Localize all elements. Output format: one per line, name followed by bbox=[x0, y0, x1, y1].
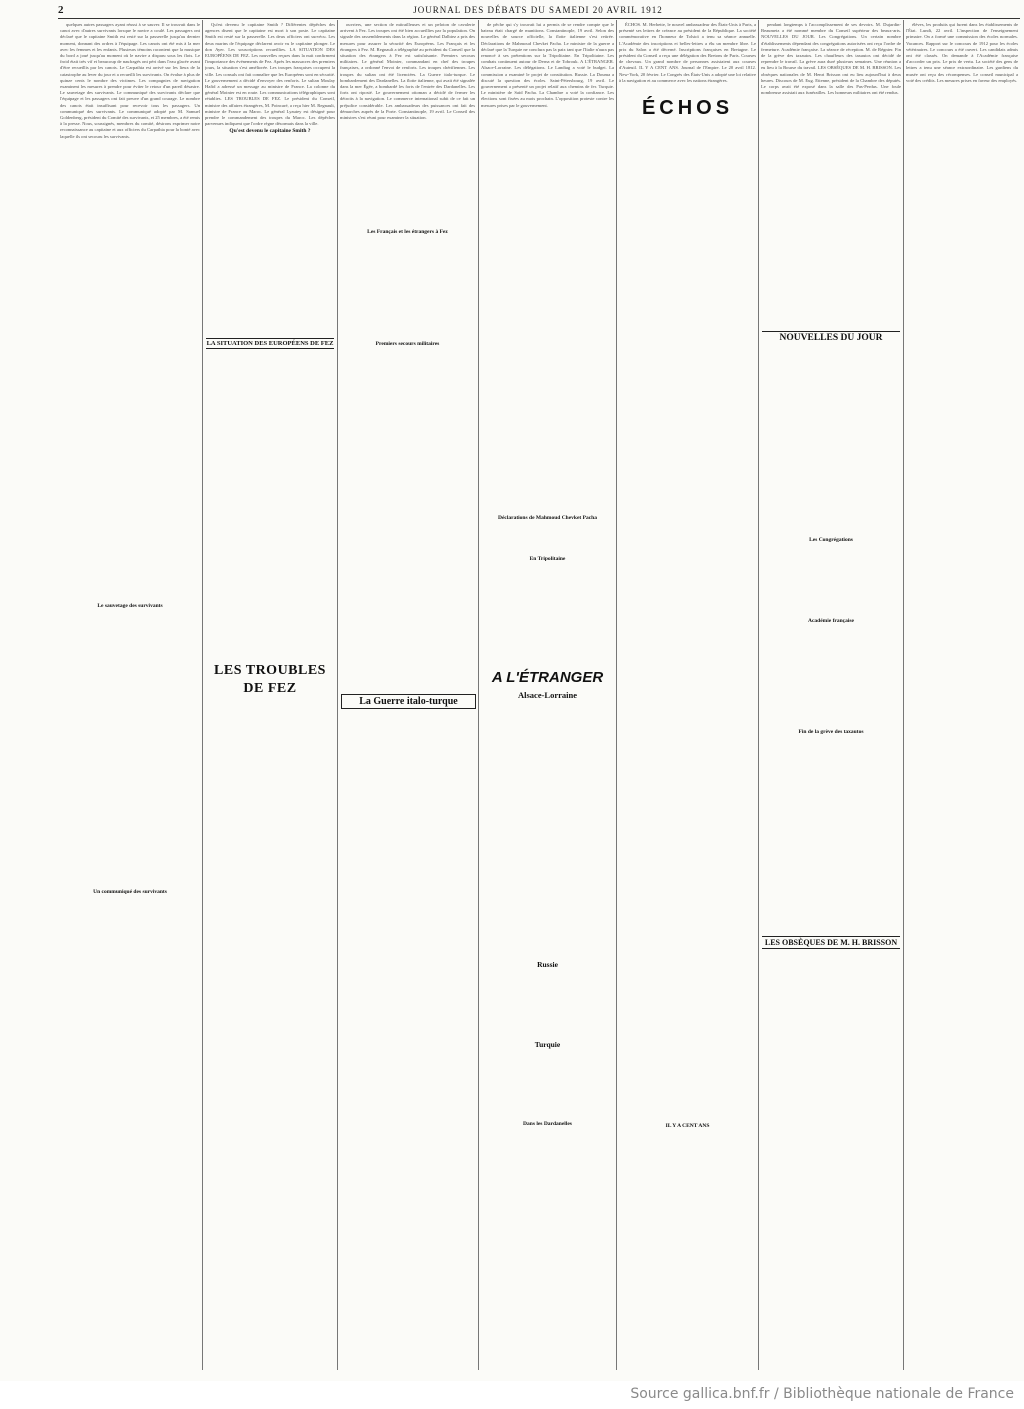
column-divider bbox=[337, 20, 338, 1370]
heading-situation-europeens: LA SITUATION DES EUROPÉENS DE FEZ bbox=[206, 340, 334, 347]
subheading: Les Congrégations bbox=[762, 536, 900, 544]
column-text: élèves, les produits qui furent dans les établissements de l'État. Lundi, 22 avril. L'inspection de l'enseignement primaire. On a formé une commission des écoles normales. Vacances. Rapport sur le concours de 1912 pour les écoles vétérinaires. Le concours a été ouvert. Les candidats admis ont été classés. On demande à l'Académie française d'accorder un prix. Le prix de vertu. La société des gens de lettres a tenu une séance extraordinaire. Les gardiens du musée ont reçu des récompenses. Le conseil municipal a voté des crédits. Les mesures prises en faveur des employés. bbox=[906, 22, 1018, 83]
column-text: Qu'est devenu le capitaine Smith ? Différentes dépêches des agences disent que le capitaine est mort à son poste. Le capitaine Smith est resté sur la passerelle. Les deux officiers ont survécu. Les deux marins de l'équipage déclarent avoir vu le capitaine plonger. Le don Ayer. Les souscriptions recueillies. LA SITUATION DES EUROPÉENS DE FEZ. Les nouvelles reçues dans la nuit confirment l'importance des événements de Fez. Après les massacres des premiers jours, la situation s'est améliorée. Les troupes françaises occupent la ville. Les consuls ont fait connaître que les Européens sont en sécurité. Le gouvernement a décidé d'envoyer des renforts. Le sultan Moulay Hafid a adressé un message au ministre de France. La colonne du général Moinier est en route. Les communications télégraphiques sont rétablies. LES TROUBLES DE FEZ. Le président du Conseil, ministre des affaires étrangères, M. Poincaré, a reçu hier M. Regnault, ministre de France au Maroc. Le général Lyautey est désigné pour prendre le commandement des troupes du Maroc. Les dépêches parvenues indiquent que l'ordre règne désormais dans la ville. bbox=[205, 22, 335, 127]
running-head bbox=[58, 4, 1018, 18]
heading-troubles-de-fez: LES TROUBLES DE FEZ bbox=[206, 662, 334, 698]
column-6 bbox=[761, 22, 901, 1370]
page-number: 2 bbox=[58, 4, 65, 16]
subheading: Académie française bbox=[762, 617, 900, 625]
subheading: Un communiqué des survivants bbox=[60, 888, 200, 896]
column-divider bbox=[616, 20, 617, 1370]
column-text: ouvriers, une section de mitrailleuses et un peloton de cavalerie arrivent à Fez. Les troupes ont été bien accueillies par la population. On signale des rassemblements dans la région. Le général Dalbiez a pris des mesures pour assurer la sécurité des Européens. Les Français et les étrangers à Fez. M. Regnault a télégraphié au président du Conseil que la situation des étrangers à Fez est satisfaisante. Premiers secours militaires. Le général Moinier, commandant en chef des troupes françaises, a ordonné l'envoi de renforts. Les troupes chérifiennes. Les troupes du sultan ont été licenciées. La Guerre italo-turque. Le bombardement des Dardanelles. La flotte italienne, qui avait été signalée dans la mer Égée, a bombardé les forts de l'entrée des Dardanelles. Les forts ont riposté. Le gouvernement ottoman a décidé de fermer les détroits à la navigation. Le commerce international subit de ce fait un préjudice considérable. Les ambassadeurs des puissances ont fait des démarches auprès de la Porte. Constantinople, 19 avril. Le Conseil des ministres s'est réuni pour examiner la situation. bbox=[340, 22, 475, 121]
subheading: Les Français et les étrangers à Fez bbox=[341, 228, 474, 236]
subheading: Qu'est devenu le capitaine Smith ? bbox=[206, 127, 334, 135]
column-text: pendant longtemps à l'accomplissement de ses devoirs. M. Dujardin-Beaumetz a été nommé membre du Conseil supérieur des beaux-arts. NOUVELLES DU JOUR. Les Congrégations. Un certain nombre d'établissements dépendant des congrégations autorisées ont reçu l'ordre de fermeture. Académie française. La séance de réception. M. de Régnier. Fin de la grève des taxautos. Les chauffeurs des taxautos ont décidé de reprendre le travail. La grève aura duré plusieurs semaines. Une réunion a eu lieu à la Bourse du travail. LES OBSÈQUES DE M. H. BRISSON. Les obsèques nationales de M. Henri Brisson ont eu lieu aujourd'hui à deux heures. Discours de M. Eug. Etienne, président de la Chambre des députés. Le corps avait été exposé dans la salle des Pas-Perdus. Une foule nombreuse assistait aux funérailles. Les honneurs militaires ont été rendus. bbox=[761, 22, 901, 96]
heading-nouvelles-du-jour: NOUVELLES DU JOUR bbox=[762, 331, 900, 345]
masthead-title: JOURNAL DES DÉBATS DU SAMEDI 20 AVRIL 1912 bbox=[413, 5, 663, 15]
heading-alsace-lorraine: Alsace-Lorraine bbox=[482, 690, 613, 701]
heading-russie: Russie bbox=[482, 960, 613, 970]
heading-a-l-etranger: A L'ÉTRANGER bbox=[482, 668, 613, 688]
subheading: Fin de la grève des taxautos bbox=[762, 728, 900, 736]
heading-guerre-italo-turque: La Guerre italo-turque bbox=[341, 694, 476, 709]
column-text: ÉCHOS. M. Herbette, le nouvel ambassadeur des États-Unis à Paris, a présenté ses lettres de créance au président de la République. La société commémorative en l'honneur de Tolstoï a tenu sa séance annuelle. L'Académie des inscriptions et belles-lettres a élu un membre libre. Le prix du Salon a été décerné. Inscriptions françaises en Bretagne. Le président du Conseil a reçu une délégation des Bretons de Paris. Courses de chevaux. Un grand nombre de personnes assistaient aux courses d'Auteuil. IL Y A CENT ANS. Journal de l'Empire. Le 20 avril 1812. New-York, 20 février. Le Congrès des États-Unis a adopté une loi relative à la navigation et au commerce avec les nations étrangères. bbox=[619, 22, 756, 83]
header-rule bbox=[58, 18, 1020, 19]
column-divider bbox=[903, 20, 904, 1370]
source-footer bbox=[0, 1381, 1024, 1409]
column-divider bbox=[758, 20, 759, 1370]
heading-echos: ÉCHOS bbox=[620, 96, 755, 120]
column-divider bbox=[478, 20, 479, 1370]
column-text: de pêche qui s'y trouvait lui a permis de se rendre compte que le bateau était chargé de munitions. Constantinople, 19 avril. Selon des nouvelles de source officielle, la flotte italienne s'est retirée. Déclarations de Mahmoud Chevket Pacha. Le ministre de la guerre a déclaré que la Turquie ne conclura pas la paix tant que l'Italie n'aura pas renoncé à ses prétentions sur la Tripolitaine. En Tripolitaine. Les combats continuent autour de Derna et de Tobrouk. A L'ÉTRANGER. Alsace-Lorraine. Les délégations. Le Landtag a voté le budget. La commission a examiné le projet de constitution. Russie. La Douma a discuté la question des écoles. Saint-Pétersbourg, 19 avril. Le gouvernement a présenté un projet relatif aux chemins de fer. Turquie. Le ministère de Saïd Pacha. La Chambre a voté la confiance. Les élections sont fixées au mois prochain. L'opposition proteste contre les mesures prises par le gouvernement. bbox=[481, 22, 614, 108]
subheading: Le sauvetage des survivants bbox=[60, 602, 200, 610]
column-divider bbox=[202, 20, 203, 1370]
heading-obseques-brisson: LES OBSÈQUES DE M. H. BRISSON bbox=[762, 936, 900, 949]
column-5 bbox=[619, 22, 756, 1370]
subheading: Dans les Dardanelles bbox=[482, 1120, 613, 1128]
column-1 bbox=[60, 22, 200, 1370]
subheading: IL Y A CENT ANS bbox=[620, 1122, 755, 1130]
source-attribution: Source gallica.bnf.fr / Bibliothèque nationale de France bbox=[630, 1386, 1014, 1402]
subheading: En Tripolitaine bbox=[482, 555, 613, 563]
subheading: Déclarations de Mahmoud Chevket Pacha bbox=[482, 514, 613, 522]
column-7 bbox=[906, 22, 1018, 1370]
subheading: Premiers secours militaires bbox=[341, 340, 474, 348]
heading-turquie: Turquie bbox=[482, 1040, 613, 1050]
column-text: quelques autres passagers ayant réussi à se sauver. Il se trouvait dans le canot avec d'autres survivants lorsque le navire a coulé. Les passagers ont déclaré que le capitaine Smith est resté sur la passerelle jusqu'au dernier moment, donnant des ordres à l'équipage. Les canots ont été mis à la mer avec les femmes et les enfants. Plusieurs témoins racontent que la musique du bord a joué jusqu'au moment où le navire a disparu sous les flots. Le froid était très vif et beaucoup de naufragés ont péri dans l'eau glacée avant d'être recueillis par les canots. Le Carpathia est arrivé sur les lieux de la catastrophe au lever du jour et a recueilli les survivants. On évalue à plus de quinze cents le nombre des victimes. Les compagnies de navigation examinent les mesures à prendre pour éviter le retour d'un pareil désastre. Le sauvetage des survivants. Le communiqué des survivants déclare que l'équipage et les passagers ont fait preuve d'un grand courage. Le nombre des canots était insuffisant pour recevoir tous les passagers. Un communiqué des survivants. Le communiqué adopté par M. Samuel Goldenberg, président du Comité des survivants, et 25 membres, a été remis à la presse. Nous, soussignés, membres du comité, désirons exprimer notre reconnaissance au capitaine et aux officiers du Carpathia pour la bonté avec laquelle ils ont secouru les survivants. bbox=[60, 22, 200, 139]
